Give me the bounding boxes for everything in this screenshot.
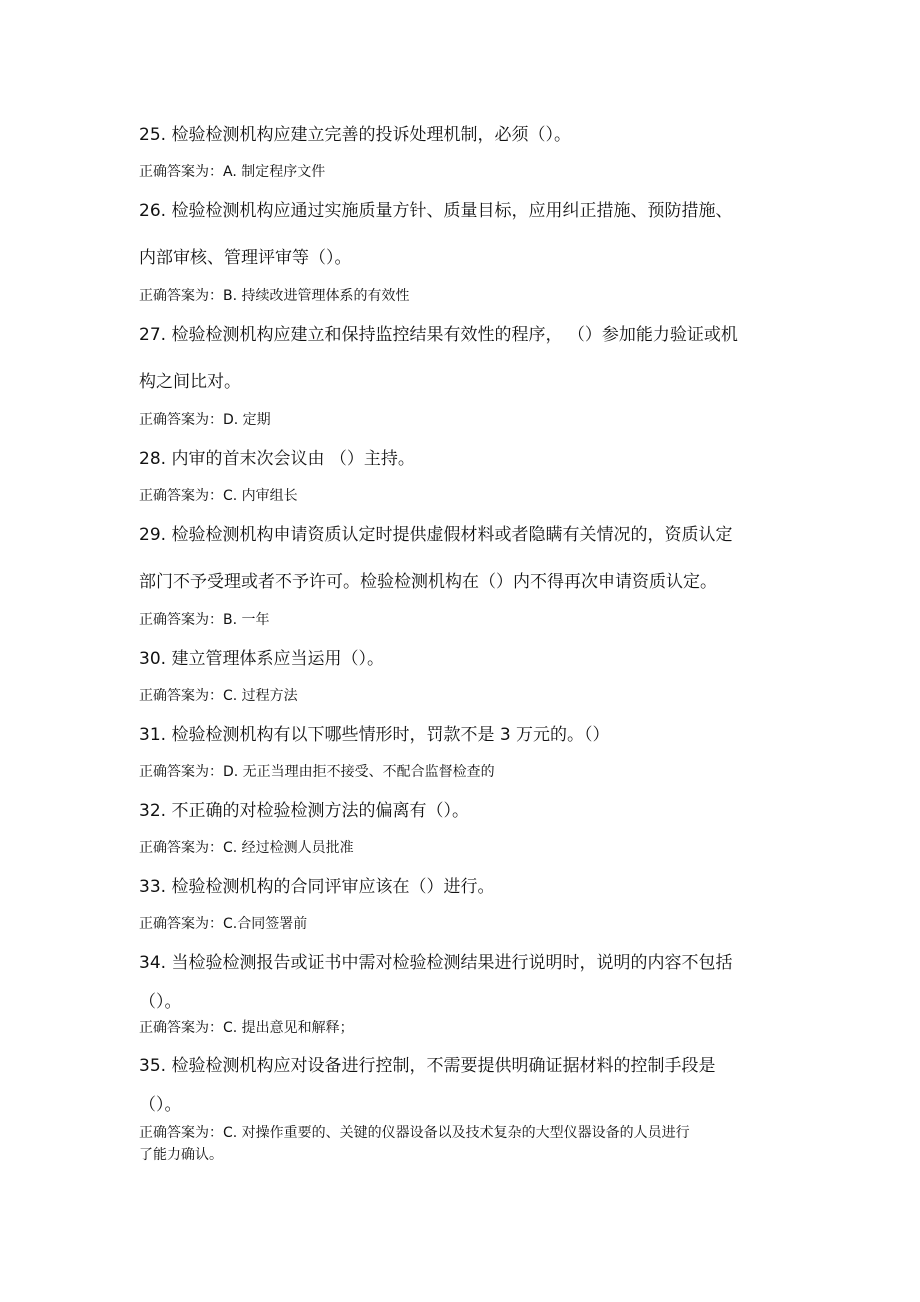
question-text: 25. 检验检测机构应建立完善的投诉处理机制，必须（）。 [139, 125, 571, 145]
question-text: 33. 检验检测机构的合同评审应该在（）进行。 [139, 877, 495, 897]
question-34 [139, 940, 789, 1018]
question-text: 32. 不正确的对检验检测方法的偏离有（）。 [139, 801, 469, 821]
answer-26 [139, 285, 799, 307]
answer-35 [139, 1122, 799, 1166]
answer-28 [139, 485, 799, 507]
answer-text: 正确答案为：A. 制定程序文件 [139, 164, 326, 180]
question-text: 内部审核、管理评审等（）。 [139, 248, 352, 268]
answer-text: 了能力确认。 [139, 1147, 223, 1163]
answer-text: 正确答案为：D. 无正当理由拒不接受、不配合监督检查的 [139, 764, 495, 780]
answer-text: 正确答案为：B. 一年 [139, 612, 270, 628]
question-32 [139, 788, 789, 835]
question-30 [139, 636, 789, 683]
question-text: 构之间比对。 [139, 372, 241, 392]
question-31 [139, 712, 789, 759]
answer-text: 正确答案为：C. 内审组长 [139, 488, 298, 504]
answer-31 [139, 761, 799, 783]
question-text: （）。 [139, 992, 182, 1012]
answer-text: 正确答案为：C. 过程方法 [139, 688, 298, 704]
question-text: 部门不予受理或者不予许可。检验检测机构在（）内不得再次申请资质认定。 [139, 572, 717, 592]
question-35 [139, 1043, 789, 1121]
answer-34 [139, 1017, 799, 1039]
question-27 [139, 312, 789, 406]
question-text: 30. 建立管理体系应当运用（）。 [139, 649, 384, 669]
question-text: 35. 检验检测机构应对设备进行控制，不需要提供明确证据材料的控制手段是 [139, 1056, 716, 1076]
question-text: 28. 内审的首末次会议由 （）主持。 [139, 449, 415, 469]
question-text: 34. 当检验检测报告或证书中需对检验检测结果进行说明时，说明的内容不包括 [139, 953, 733, 973]
question-26 [139, 188, 789, 282]
question-text: 29. 检验检测机构申请资质认定时提供虚假材料或者隐瞒有关情况的，资质认定 [139, 525, 733, 545]
answer-30 [139, 685, 799, 707]
answer-32 [139, 837, 799, 859]
question-text: （）。 [139, 1095, 182, 1115]
question-28 [139, 436, 789, 483]
answer-27 [139, 409, 799, 431]
question-33 [139, 864, 789, 911]
question-text: 31. 检验检测机构有以下哪些情形时，罚款不是 3 万元的。（） [139, 725, 610, 745]
question-29 [139, 512, 789, 606]
answer-text: 正确答案为：D. 定期 [139, 412, 271, 428]
answer-text: 正确答案为：C. 对操作重要的、关键的仪器设备以及技术复杂的大型仪器设备的人员进行 [139, 1125, 690, 1141]
answer-33 [139, 913, 799, 935]
answer-25 [139, 161, 799, 183]
answer-text: 正确答案为：C. 提出意见和解释； [139, 1020, 354, 1036]
question-text: 27. 检验检测机构应建立和保持监控结果有效性的程序， （）参加能力验证或机 [139, 325, 738, 345]
question-text: 26. 检验检测机构应通过实施质量方针、质量目标，应用纠正措施、预防措施、 [139, 201, 733, 221]
answer-text: 正确答案为：C. 经过检测人员批准 [139, 840, 354, 856]
answer-text: 正确答案为：B. 持续改进管理体系的有效性 [139, 288, 410, 304]
answer-text: 正确答案为：C.合同签署前 [139, 916, 308, 932]
answer-29 [139, 609, 799, 631]
question-25 [139, 112, 789, 159]
